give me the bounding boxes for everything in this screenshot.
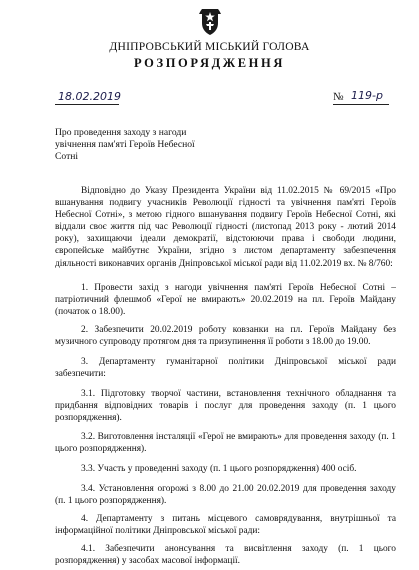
item-text: 3. Департаменту гуманітарної політики Дніпровської міської ради забезпечити: — [55, 357, 396, 380]
item-text: 3.2. Виготовлення інсталяції «Герої не вмирають» для проведення заходу (п. 1 цього розпорядження). — [55, 432, 396, 455]
item-text: 1. Провести захід з нагоди увічнення пам'яті Героїв Небесної Сотні – патріотичний флешмоб «Герої не вмирають» 20.02.2019 на пл. Героїв Майдану (початок о 18.00). — [55, 283, 396, 318]
document-type: РОЗПОРЯДЖЕННЯ — [134, 56, 285, 70]
item-paragraph — [55, 431, 396, 455]
item-text: 3.1. Підготовку творчої частини, встановлення технічного обладнання та придбання відповідних товарів і послуг для проведення заходу (п. 1 цього розпорядження). — [55, 389, 396, 424]
item-paragraph — [55, 483, 396, 507]
item-text: 2. Забезпечити 20.02.2019 роботу ковзанки на пл. Героїв Майдану без музичного супроводу протягом дня та призупинення її роботи з 18.00 до 19.00. — [55, 325, 396, 348]
preamble-paragraph — [55, 185, 396, 270]
document-number: 119-р — [351, 89, 383, 102]
item-paragraph — [55, 388, 396, 424]
number-label: № — [333, 91, 344, 103]
item-text: 3.3. Участь у проведенні заходу (п. 1 цього розпорядження) 400 осіб. — [81, 464, 357, 474]
date-underline — [55, 104, 119, 105]
item-paragraph — [55, 543, 396, 567]
item-paragraph — [55, 324, 396, 348]
document-date: 18.02.2019 — [58, 90, 121, 103]
document-subject: Про проведення заходу з нагоди увічнення пам'яті Героїв Небесної Сотні — [55, 127, 195, 163]
item-paragraph — [55, 463, 396, 475]
item-paragraph — [55, 513, 396, 537]
city-coat-of-arms-icon — [198, 6, 222, 36]
preamble-text: Відповідно до Указу Президента України від 11.02.2015 № 69/2015 «Про вшанування подвигу учасників Революції гідності та увічнення пам'яті Героїв Небесної Сотні», з метою гідного вшанування подвигу Героїв Небесної Сотні, які віддали своє життя під час Революції гідності (листопад 2013 року - лютий 2014 року), захищаючи ідеали демократії, відстоюючи права і свободи людини, європейське майбутнє України, згідно з листом департаменту забезпечення діяльності виконавчих органів Дніпровської міської ради від 11.02.2019 вх. № 8/760: — [55, 186, 396, 269]
issuer-title: ДНІПРОВСЬКИЙ МІСЬКИЙ ГОЛОВА — [109, 40, 310, 53]
item-text: 3.4. Установлення огорожі з 8.00 до 21.00 20.02.2019 для проведення заходу (п. 1 цього розпорядження). — [55, 484, 396, 507]
item-text: 4.1. Забезпечити анонсування та висвітлення заходу (п. 1 цього розпорядження) у засобах масової інформації. — [55, 544, 396, 567]
item-paragraph — [55, 282, 396, 318]
item-paragraph — [55, 356, 396, 380]
number-underline — [333, 104, 389, 105]
item-text: 4. Департаменту з питань місцевого самоврядування, внутрішньої та інформаційної політики Дніпровської міської ради: — [55, 514, 396, 537]
